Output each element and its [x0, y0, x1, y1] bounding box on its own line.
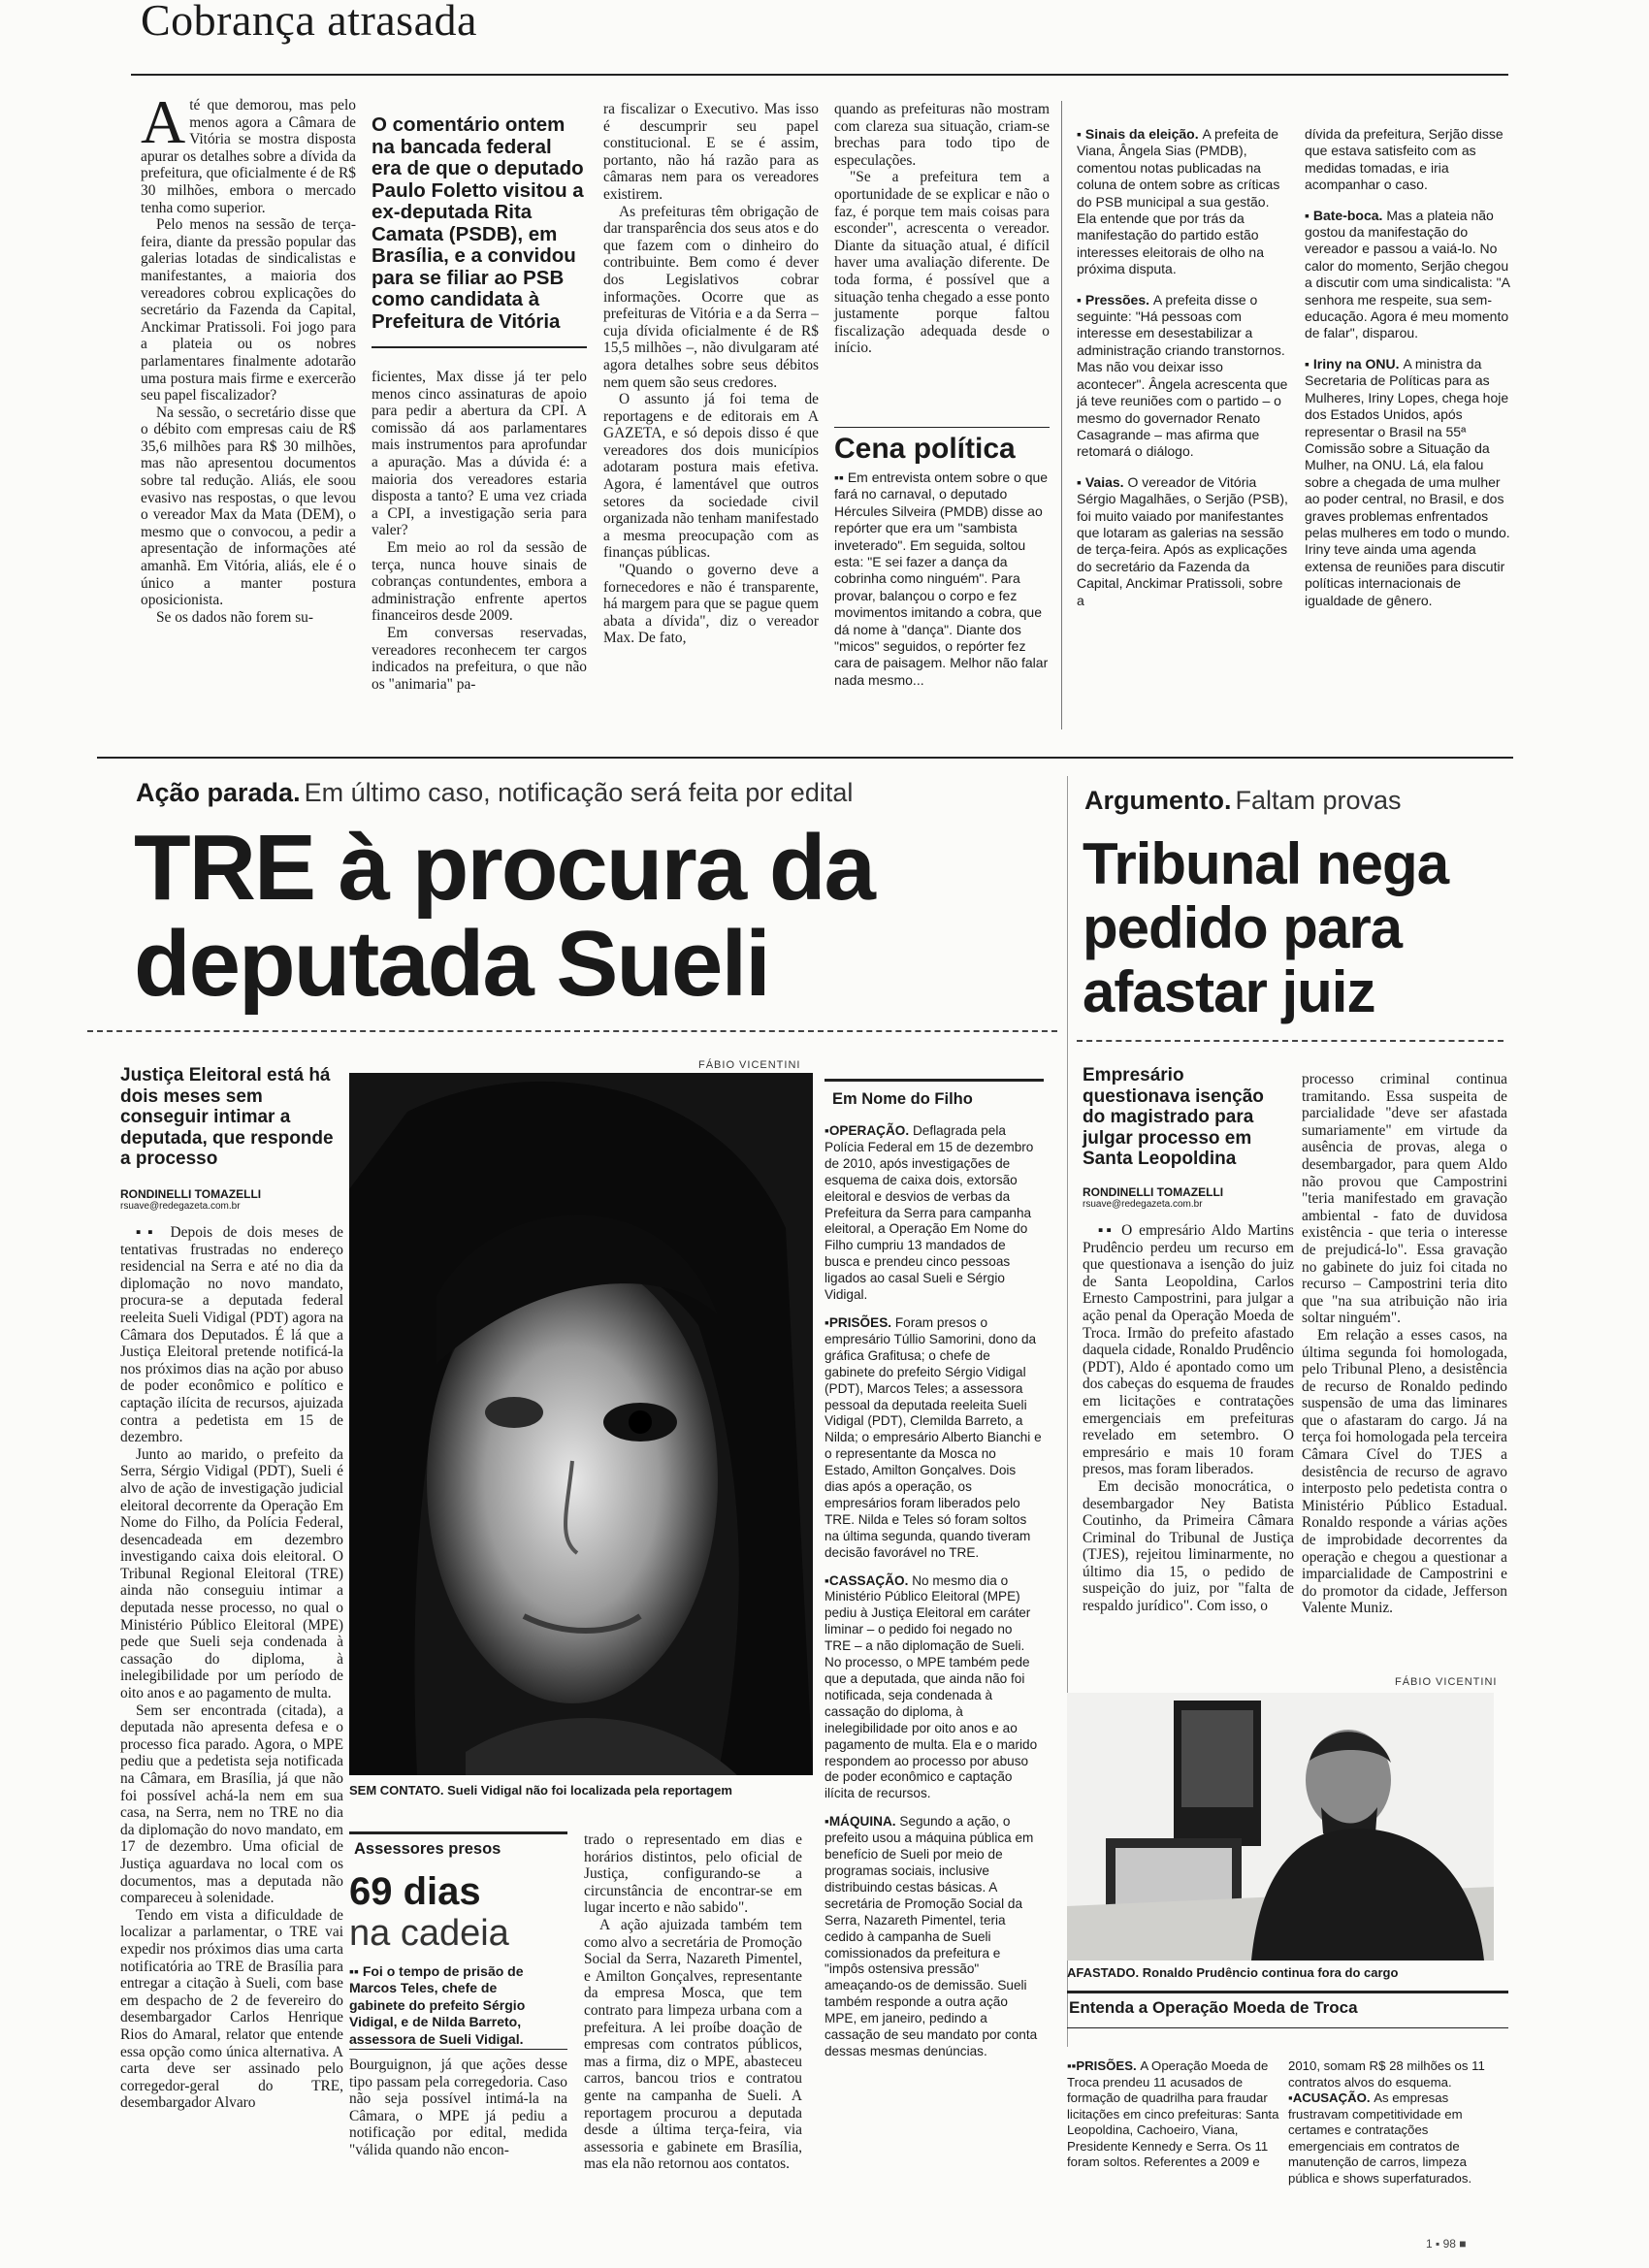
assessores-text: ▪▪ Foi o tempo de prisão de Marcos Teles, chefe de gabinete do prefeito Sérgio Vidigal, e de Nilda Barreto, assessora de Sueli Vidigal.	[349, 1963, 526, 2047]
tre-headline-line1: TRE à procura da	[134, 816, 874, 920]
top-col-4	[834, 101, 1050, 392]
tribunal-headline-line1: Tribunal nega	[1083, 831, 1449, 896]
tre-body-col-2-below	[349, 2057, 567, 2158]
top-col-3	[603, 101, 819, 728]
ronaldo-photo	[1067, 1693, 1494, 1960]
assessores-bottom-rule	[349, 2049, 567, 2050]
cena-col-6	[1305, 126, 1510, 729]
nome-filho-item: ▪PRISÕES. Foram presos o empresário Túllio Samorini, dono da gráfica Grafitusa; o chefe de gabinete do prefeito Sérgio Vidigal (PDT), Marcos Teles; a assessora pessoal da deputada reeleita Sueli Vidigal (PDT), Clemilda Barreto, a Nilda; o empresário Alberto Bianchi e o representante da Mosca no Estado, Amilton Gonçalves. Dois dias após a operação, os empresários foram liberados pelo TRE. Nilda e Teles só foram soltos na última segunda, quando tiveram decisão favorável no TRE.	[824, 1314, 1042, 1560]
nome-filho-item: ▪MÁQUINA. Segundo a ação, o prefeito usou a máquina pública em benefício de Sueli por meio de programas sociais, inclusive distribuindo cestas básicas. A secretária de Promoção Social da Serra, Nazareth Pimentel, teria cedido à campanha de Sueli comissionados da prefeitura e "impôs ostensiva pressão" ameaçando-os de demissão. Sueli também responde a outra ação MPE, em janeiro, pedindo a cassação de seu mandato por conta dessas mesmas denúncias.	[824, 1814, 1038, 2058]
cena-col-5	[1077, 126, 1288, 729]
nome-filho-top-rule	[824, 1079, 1044, 1082]
tre-subhead: Justiça Eleitoral está há dois meses sem conseguir intimar a deputada, que responde a processo	[120, 1065, 334, 1169]
tre-photo-caption	[349, 1783, 813, 1798]
pull-quote: O comentário ontem na bancada federal era de que o deputado Paulo Foletto visitou a ex-deputada Rita Camata (PSDB), em Brasília, e a convidou para se filiar ao PSB como candidata à Prefeitura de Vitória	[372, 113, 584, 333]
tribunal-body-col-2	[1302, 1071, 1507, 1669]
cena-item: ▪ Sinais da eleição. A prefeita de Viana, Ângela Sias (PMDB), comentou notas publicadas na coluna de ontem sobre as críticas do PSB municipal a sua gestão. Ela entende que por trás da manifestação do partido estão interesses eleitorais de olho na próxima disputa.	[1077, 126, 1280, 277]
tribunal-headline	[1083, 832, 1448, 1024]
tribunal-photo-caption-label: AFASTADO.	[1067, 1965, 1140, 1980]
tribunal-headline-line3: afastar juiz	[1083, 959, 1375, 1024]
moeda-col-2	[1288, 2058, 1507, 2186]
ronaldo-image	[1067, 1693, 1494, 1960]
cena-rule	[834, 427, 1050, 428]
moeda-top-rule	[1067, 1991, 1508, 1993]
tre-body-col-3-below	[584, 1831, 802, 2173]
top-rule	[131, 74, 1508, 76]
pull-quote-rule	[372, 346, 587, 348]
tribunal-headline-line2: pedido para	[1083, 895, 1403, 960]
tribunal-dashed-rule	[1077, 1040, 1504, 1042]
tribunal-photo-caption	[1067, 1965, 1494, 1980]
tre-kicker-rest: Em último caso, notificação será feita por edital	[304, 778, 854, 807]
tribunal-body-p4: Em relação a esses casos, na última segunda foi homologada, pelo Tribunal Pleno, a desistência de recurso de Ronaldo pedindo suspensão de uma das liminares que o afastaram do cargo. Já na terça foi homologada pela terceira Câmara Cível do TJES a desistência de recurso de agravo interposto pelo pedetista contra o Ministério Público Estadual. Ronaldo responde a várias ações de improbidade decorrentes da operação e chegou a questionar a imparcialidade de Campostrini e do promotor da cidade, Jefferson Valente Muniz.	[1302, 1326, 1507, 1617]
assessores-title: Assessores presos	[354, 1840, 501, 1858]
cena-title: Cena política	[834, 433, 1016, 465]
tre-photo-caption-text: Sueli Vidigal não foi localizada pela reportagem	[447, 1783, 732, 1798]
tribunal-body-p3: processo criminal continua tramitando. Essa suspeita de parcialidade "deve ser afastada sumariamente" em virtude da ausência de provas, alega o desembargador, para quem Aldo não provou que Campostrini "teria manifestado em gravação ambiental - fato de duvidosa existência - que teria o interesse de prejudicá-lo". Essa gravação no gabinete do juiz foi citada no recurso – Campostrini teria dito que "na sua atribuição não iria soltar ninguém".	[1302, 1071, 1507, 1327]
moeda-continuation: 2010, somam R$ 28 milhões os 11 contratos alvos do esquema.	[1288, 2058, 1485, 2090]
top-col1-p3: Na sessão, o secretário disse que o débito com empresas caiu de R$ 35,6 milhões para R$ 30 milhões, mas não apresentou documentos sobre tal redução. Aliás, ele soou evasivo nas respostas, o que levou o vereador Max da Mata (DEM), o mesmo que o convocou, a pedir a apresentação de informações até amanhã. Em Vitória, aliás, ele é o único a manter postura oposicionista.	[141, 404, 356, 609]
tre-body-p4: Tendo em vista a dificuldade de localizar a parlamentar, o TRE vai expedir nos próximos dias uma carta notificatória ao TRE de Brasília para entregar a citação à Sueli, com base em despacho de 2 de fevereiro do desembargador Carlos Henrique Rios do Amaral, relator que entende essa opção como única alternativa. A carta deve ser assinado pelo corregedor-geral do TRE, desembargador Alvaro	[120, 1906, 343, 2112]
tre-byline: RONDINELLI TOMAZELLI rsuave@redegazeta.com.br	[120, 1187, 262, 1212]
nome-filho-list	[824, 1123, 1042, 2122]
top-col4-p2: "Se a prefeitura tem a oportunidade de se explicar e não o faz, é porque tem mais coisas para esconder", acrescenta o vereador. Diante da situação atual, é difícil haver uma avaliação diferente. De toda forma, é possível que a situação tenha chegado a esse ponto justamente porque faltou fiscalização adequada desde o início.	[834, 169, 1050, 357]
moeda-title-rule	[1067, 2027, 1508, 2028]
tre-kicker	[136, 778, 853, 808]
cena-item: ▪ Bate-boca. Mas a plateia não gostou da manifestação do vereador e passou a vaiá-lo. No calor do momento, Serjão chegou a discutir com uma sindicalista: "A senhora me respeite, sua sem-educação. Agora é meu momento de falar", disparou.	[1305, 207, 1510, 341]
sueli-portrait-image	[349, 1073, 813, 1775]
moeda-title: Entenda a Operação Moeda de Troca	[1069, 1998, 1358, 2017]
nome-filho-item: ▪OPERAÇÃO. Deflagrada pela Polícia Federal em 15 de dezembro de 2010, após investigações de esquema de caixa dois, extorsão eleitoral e desvios de verbas da Prefeitura da Serra para campanha eleitoral, a Operação Em Nome do Filho cumpriu 13 mandados de busca e prendeu cinco pessoas ligados ao casal Sueli e Sérgio Vidigal.	[824, 1123, 1034, 1303]
top-col3-p4: "Quando o governo deve a fornecedores e não é transparente, há margem para que se pague quem abata a dívida", diz o vereador Max. De fato,	[603, 562, 819, 647]
tribunal-body-p2: Em decisão monocrática, o desembargador Ney Batista Coutinho, da Primeira Câmara Criminal do Tribunal de Justiça (TJES), rejeitou liminarmente, no último dia 15, o pedido de suspeição do juiz, por "falta de respaldo jurídico". Com isso, o	[1083, 1477, 1294, 1615]
nome-filho-title: Em Nome do Filho	[832, 1090, 973, 1108]
assessores-rule	[349, 1831, 567, 1834]
tribunal-photo-credit: FÁBIO VICENTINI	[1395, 1676, 1498, 1688]
tre-body-p3: Sem ser encontrada (citada), a deputada não apresenta defesa e o processo fica parado. Agora, o MPE pediu que a pedetista seja notificada na Câmara, em Brasília, já que não foi possível achá-la nem em sua casa, na Serra, nem no TRE no dia da diplomação do novo mandato, em 17 de dezembro. Uma oficial de Justiça aguardava no local com os documentos, mas a deputada não compareceu à solenidade.	[120, 1701, 343, 1907]
cena-item: ▪ Vaias. O vereador de Vitória Sérgio Magalhães, o Serjão (PSB), foi muito vaiado por manifestantes que lotaram as galerias na sessão de terça-feira. Após as explicações do secretário da Fazenda da Capital, Anckimar Pratissoli, sobre a	[1077, 473, 1288, 608]
cena-divider	[1061, 101, 1062, 729]
tre-photo-caption-label: SEM CONTATO.	[349, 1783, 444, 1798]
top-col2-p2: Em meio ao rol da sessão de terça, nunca houve sinais de cobranças contundentes, embora a administração enfrente apertos financeiros desde 2009.	[372, 538, 587, 625]
section-title: Cobrança atrasada	[141, 0, 477, 45]
tribunal-photo-caption-text: Ronaldo Prudêncio continua fora do cargo	[1142, 1965, 1399, 1980]
tribunal-kicker-bold: Argumento.	[1084, 786, 1232, 815]
top-col-2	[372, 369, 587, 728]
tre-dashed-rule	[87, 1030, 1057, 1032]
tribunal-subhead: Empresário questionava isenção do magistrado para julgar processo em Santa Leopoldina	[1083, 1065, 1264, 1169]
tre-body-col3-p1: trado o representado em dias e horários distintos, pelo oficial de Justiça, configurando-se a circunstância de encontrar-se em lugar incerto e não sabido".	[584, 1831, 802, 1917]
tribunal-body-p1: ▪▪ O empresário Aldo Martins Prudêncio perdeu um recurso em que questionava a isenção do juiz de Santa Leopoldina, Carlos Ernesto Campostrini, para julgar a ação penal da Operação Moeda de Troca. Irmão do prefeito afastado daquela cidade, Ronaldo Prudêncio (PDT), Aldo é apontado como um dos cabeças do esquema de fraudes em licitações e contratações emergenciais em prefeituras revelado em setembro. O empresário e mais 10 foram presos, mas foram liberados.	[1083, 1222, 1294, 1478]
tribunal-kicker	[1084, 786, 1402, 816]
top-col2-p1: ficientes, Max disse já ter pelo menos cinco assinaturas de apoio para pedir a abertura da CPI. A comissão dá aos parlamentares mais instrumentos para aprofundar a apuração. Mas a dúvida é: a maioria dos vereadores estaria disposta a tanto? E uma vez criada a CPI, a investigação seria para valer?	[372, 369, 587, 539]
tribunal-body-col-1	[1083, 1222, 1294, 1669]
top-col1-lead: Até que demorou, mas pelo menos agora a Câmara de Vitória se mostra disposta apurar os detalhes sobre a dívida da prefeitura, que oficialmente é de R$ 30 milhões, embora o mercado tenha como superior.	[141, 87, 356, 216]
sueli-photo	[349, 1073, 813, 1775]
cena-item: ▪ Iriny na ONU. A ministra da Secretaria de Políticas para as Mulheres, Iriny Lopes, chega hoje dos Estados Unidos, após representar o Brasil na 55ª Comissão sobre a Situação da Mulher, na ONU. Lá, ela falou sobre a chegada de uma mulher ao poder central, no Brasil, e dos graves problemas enfrentados pelas mulheres em todo o mundo. Iriny teve ainda uma agenda extensa de reuniões para discutir políticas internacionais de igualdade de gênero.	[1305, 355, 1510, 608]
cena-text: ▪▪ Em entrevista ontem sobre o que fará no carnaval, o deputado Hércules Silveira (PMDB) disse ao repórter que era um "sambista inveterado". Em seguida, soltou esta: "E sei fazer a dança da cobrinha como ninguém". Para provar, balançou o corpo e fez movimentos imitando a cobra, que dá nome à "dança". Diante dos "micos" seguidos, o repórter fez cara de paisagem. Melhor não falar nada mesmo...	[834, 470, 1049, 688]
tre-headline	[134, 816, 874, 1016]
page-footer-marks: 1 ▪ 98 ■	[1426, 2237, 1467, 2251]
moeda-col-1: ▪▪PRISÕES. A Operação Moeda de Troca prendeu 11 acusados de formação de quadrilha para fraudar licitações em cinco prefeituras: Santa Leopoldina, Cachoeiro, Viana, Presidente Kennedy e Serra. Os 11 foram soltos. Referentes a 2009 e	[1067, 2058, 1279, 2169]
cena-item: ▪ Pressões. A prefeita disse o seguinte: "Há pessoas com interesse em desestabilizar a administração criando transtornos. Mas não vou deixar isso acontecer". Ângela acrescenta que já teve reuniões com o partido – o mesmo do governador Renato Casagrande – mas afirma que retomará o diálogo.	[1077, 291, 1288, 460]
tre-body-col-1	[120, 1224, 343, 2112]
drop-cap: A	[141, 87, 186, 156]
tre-body-col2-p: Bourguignon, já que ações desse tipo passam pela corregedoria. Caso não seja possível intimá-la na Câmara, o MPE já pediu a notificação por edital, medida "válida quando não encon-	[349, 2057, 567, 2158]
top-col3-p1: ra fiscalizar o Executivo. Mas isso é descumprir seu papel constitucional. E se é assim, portanto, não há razão para as câmaras nem para os vereadores existirem.	[603, 101, 819, 203]
tre-headline-line2: deputada Sueli	[134, 912, 769, 1016]
tre-body-col3-p2: A ação ajuizada também tem como alvo a secretária de Promoção Social da Serra, Nazareth Pimentel, e Amilton Gonçalves, representante da empresa Mosca, que tem contrato para limpeza urbana com a prefeitura. A lei proíbe doação de empresas com contratos públicos, mas a firma, diz o MPE, abasteceu carros, bancou trios e contratou gente na campanha de Sueli. A reportagem procurou a deputada desde a última terça-feira, via assessoria e gabinete em Brasília, mas ela não retornou aos contatos.	[584, 1916, 802, 2173]
nome-filho-item: ▪CASSAÇÃO. No mesmo dia o Ministério Público Eleitoral (MPE) pediu à Justiça Eleitoral em caráter liminar – o pedido foi negado no TRE – a não diplomação de Sueli. No processo, o MPE também pede que a deputada, que ainda não foi notificada, seja condenada à cassação do diploma, à inelegibilidade por oito anos e ao pagamento de multa. Ela e o marido respondem ao processo por abuso de poder econômico e captação ilícita de recursos.	[824, 1572, 1038, 1801]
tribunal-kicker-rest: Faltam provas	[1235, 786, 1402, 815]
top-col1-p4: Se os dados não forem su-	[156, 608, 313, 626]
top-col1-p2: Pelo menos na sessão de terça-feira, diante da pressão popular das galerias lotadas de sindicalistas e manifestantes, a maioria dos vereadores cobrou explicações do secretário da Fazenda da Capital, Anckimar Pratissoli. Foi jogo para a plateia ou os nobres parlamentares finalmente adotarão uma postura mais firme e exercerão seu papel fiscalizador?	[141, 216, 356, 405]
assessores-light: na cadeia	[349, 1913, 509, 1954]
tre-photo-credit: FÁBIO VICENTINI	[698, 1059, 801, 1071]
tre-body-p2: Junto ao marido, o prefeito da Serra, Sérgio Vidigal (PDT), Sueli é alvo de ação de investigação judicial eleitoral decorrente da Operação Em Nome do Filho, da Polícia Federal, desencadeada em dezembro investigando caixa dois eleitoral. O Tribunal Regional Eleitoral (TRE) ainda não conseguiu intimar a deputada nesse processo, no qual o Ministério Público Eleitoral (MPE) pede que Sueli seja condenada à cassação do diploma, à inelegibilidade por um período de oito anos e ao pagamento de multa.	[120, 1445, 343, 1702]
tre-kicker-bold: Ação parada.	[136, 778, 301, 807]
tribunal-byline: RONDINELLI TOMAZELLI rsuave@redegazeta.com.br	[1083, 1185, 1224, 1210]
top-col3-p3: O assunto já foi tema de reportagens e de editorais em A GAZETA, e só depois disso é que vereadores dos dois municípios adotaram postura mais efetiva. Agora, é lamentável que outros setores da sociedade civil organizada não tenham manifestado a mesma preocupação com as finanças públicas.	[603, 391, 819, 562]
cena-intro: dívida da prefeitura, Serjão disse que estava satisfeito com as medidas tomadas, e iria acompanhar o caso.	[1305, 126, 1504, 193]
top-col3-p2: As prefeituras têm obrigação de dar transparência dos seus atos e do que fazem com o dinheiro do contribuinte. Bem como é dever dos Legislativos cobrar informações. Ocorre que as prefeituras de Vitória e a da Serra – cuja dívida oficialmente é de R$ 15,5 milhões –, não divulgaram até agora detalhes sobre seus débitos nem quem são seus credores.	[603, 203, 819, 391]
top-col-1	[141, 87, 356, 728]
top-col2-p3: Em conversas reservadas, vereadores reconhecem ter cargos indicados na prefeitura, o que não os "animaria" pa-	[372, 624, 587, 693]
tre-body-p1: ▪▪ Depois de dois meses de tentativas frustradas no endereço residencial na Serra e até no dia da diplomação no novo mandato, procura-se a deputada federal reeleita Sueli Vidigal (PDT) agora na Câmara dos Deputados. É lá que a Justiça Eleitoral pretende notificá-la nos próximos dias na ação por abuso de poder econômico e político e captação ilícita de recursos, ajuizada contra a pedetista em 15 de dezembro.	[120, 1224, 343, 1446]
mid-rule	[97, 757, 1513, 759]
assessores-big: 69 dias	[349, 1870, 481, 1913]
moeda-item: ▪ACUSAÇÃO. As empresas frustravam competitividade em certames e contratações emergenciais em contratos de manutenção de carros, limpeza pública e shows superfaturados.	[1288, 2090, 1472, 2186]
top-col4-p1: quando as prefeituras não mostram com clareza sua situação, criam-se brechas para todo tipo de especulações.	[834, 101, 1050, 169]
